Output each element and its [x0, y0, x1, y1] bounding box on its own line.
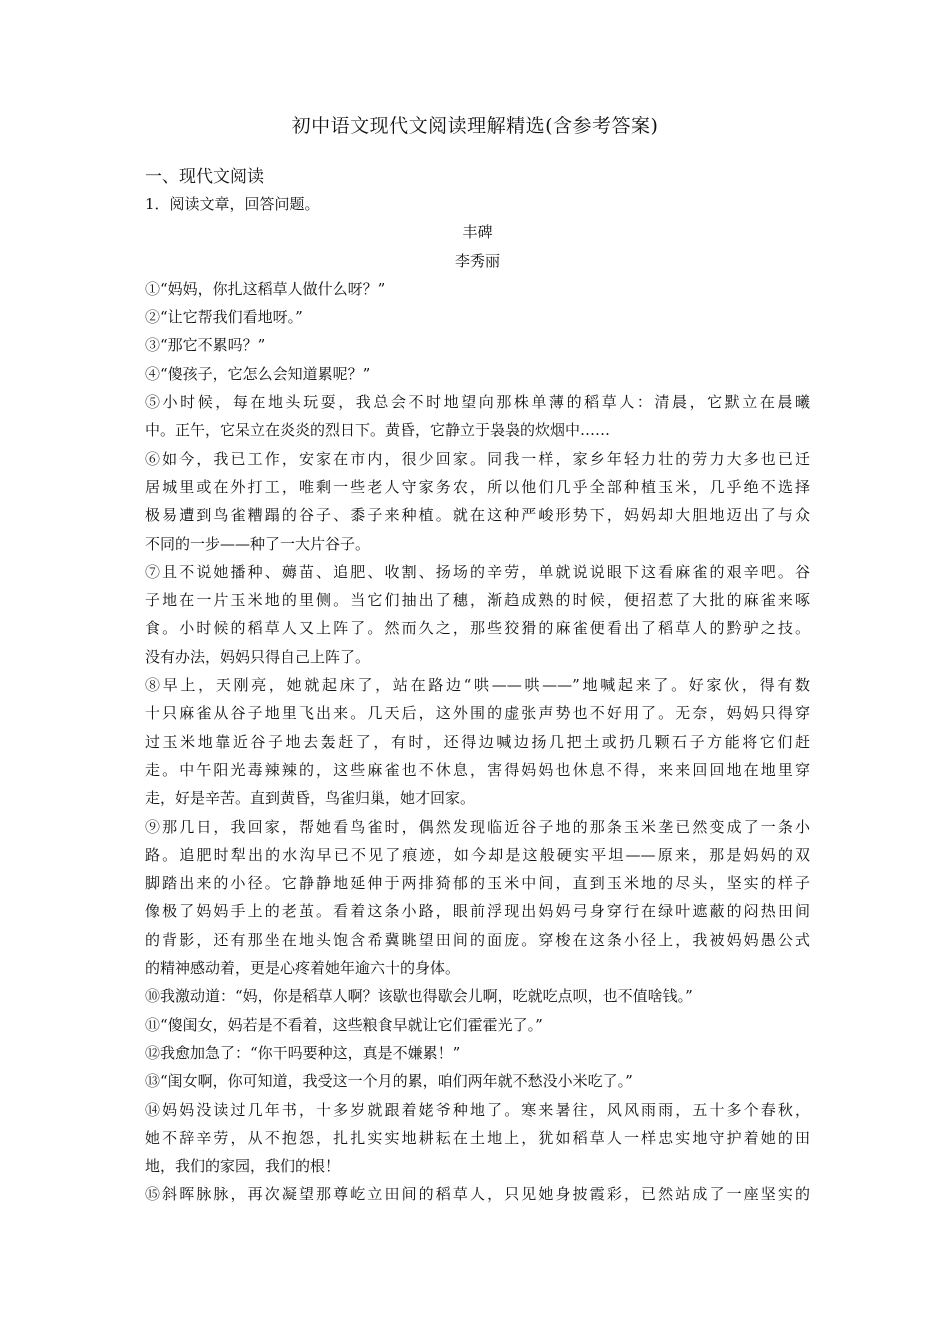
article-body — [145, 190, 810, 1209]
text-line: 子地在一片玉米地的里侧。当它们抽出了穗，渐趋成熟的时候，便招惹了大批的麻雀来啄 — [145, 591, 810, 610]
text-line: ⑩我激动道：“妈，你是稻草人啊？该歇也得歇会儿啊，吃就吃点呗，也不值啥钱。” — [145, 987, 693, 1006]
text-line: ⑧早上，天刚亮，她就起床了，站在路边“哄——哄——”地喊起来了。好家伙，得有数 — [145, 676, 810, 695]
text-line: ⑬“闺女啊，你可知道，我受这一个月的累，咱们两年就不愁没小米吃了。” — [145, 1072, 633, 1091]
text-line: ⑭妈妈没读过几年书，十多岁就跟着姥爷种地了。寒来暑往，风风雨雨，五十多个春秋， — [145, 1100, 810, 1119]
text-line: 十只麻雀从谷子地里飞出来。几天后，这外围的虚张声势也不好用了。无奈，妈妈只得穿 — [145, 704, 810, 723]
article-title: 丰碑 — [462, 223, 493, 242]
text-line: ③“那它不累吗？” — [145, 336, 266, 355]
text-line: 地，我们的家园，我们的根！ — [145, 1157, 341, 1176]
text-line: 没有办法，妈妈只得自己上阵了。 — [145, 647, 371, 666]
text-line: ⑤小时候，每在地头玩耍，我总会不时地望向那株单薄的稻草人：清晨，它默立在晨曦 — [145, 393, 810, 412]
text-line: 她不辞辛劳，从不抱怨，扎扎实实地耕耘在土地上，犹如稻草人一样忠实地守护着她的田 — [145, 1128, 810, 1147]
text-line: 像极了妈妈手上的老茧。看着这条小路，眼前浮现出妈妈弓身穿行在绿叶遮蔽的闷热田间 — [145, 902, 810, 921]
article-author: 李秀丽 — [454, 251, 500, 270]
question-intro: 1．阅读文章，回答问题。 — [145, 195, 320, 213]
text-line: ⑦且不说她播种、薅苗、追肥、收割、扬场的辛劳，单就说说眼下这看麻雀的艰辛吧。谷 — [145, 562, 810, 581]
text-line: ①“妈妈，你扎这稻草人做什么呀？” — [145, 279, 386, 298]
text-line: ⑪“傻闺女，妈若是不看着，这些粮食早就让它们霍霍光了。” — [145, 1015, 543, 1034]
document-title: 初中语文现代文阅读理解精选(含参考答案) — [291, 115, 659, 137]
text-line: 极易遭到鸟雀糟蹋的谷子、黍子来种植。就在这种严峻形势下，妈妈却大胆地迈出了与众 — [145, 506, 810, 525]
text-line: 的背影，还有那坐在地头饱含希冀眺望田间的面庞。穿梭在这条小径上，我被妈妈愚公式 — [145, 930, 810, 949]
text-line: ⑨那几日，我回家，帮她看鸟雀时，偶然发现临近谷子地的那条玉米垄已然变成了一条小 — [145, 817, 810, 836]
text-line: 的精神感动着，更是心疼着她年逾六十的身体。 — [145, 959, 461, 978]
text-line: 不同的一步——种了一大片谷子。 — [145, 534, 371, 553]
text-line: 食。小时候的稻草人又上阵了。然而久之，那些狡猾的麻雀便看出了稻草人的黔驴之技。 — [145, 619, 810, 638]
section-heading: 一、现代文阅读 — [145, 167, 264, 187]
text-line: ④“傻孩子，它怎么会知道累呢？” — [145, 364, 371, 383]
text-line: 脚踏出来的小径。它静静地延伸于两排猗郁的玉米中间，直到玉米地的尽头，坚实的样子 — [145, 874, 810, 893]
text-line: 中。正午，它呆立在炎炎的烈日下。黄昏，它静立于袅袅的炊烟中…… — [145, 421, 611, 440]
text-line: ⑫我愈加急了：“你干吗要种这，真是不嫌累！” — [145, 1043, 461, 1062]
text-line: 走，好是辛苦。直到黄昏，鸟雀归巢，她才回家。 — [145, 789, 476, 808]
text-line: ②“让它帮我们看地呀。” — [145, 308, 303, 327]
text-line: 居城里或在外打工，唯剩一些老人守家务农，所以他们几乎全部种植玉米，几乎绝不选择 — [145, 477, 810, 496]
text-line: 路。追肥时犁出的水沟早已不见了痕迹，如今却是这般硬实平坦——原来，那是妈妈的双 — [145, 845, 810, 864]
text-line: 走。中午阳光毒辣辣的，这些麻雀也不休息，害得妈妈也休息不得，来来回回地在地里穿 — [145, 760, 810, 779]
text-line: ⑥如今，我已工作，安家在市内，很少回家。同我一样，家乡年轻力壮的劳力大多也已迁 — [145, 449, 810, 468]
text-line: 过玉米地靠近谷子地去轰赶了，有时，还得边喊边扬几把土或扔几颗石子方能将它们赶 — [145, 732, 810, 751]
text-line: ⑮斜晖脉脉，再次凝望那尊屹立田间的稻草人，只见她身披霞彩，已然站成了一座坚实的 — [145, 1185, 810, 1204]
